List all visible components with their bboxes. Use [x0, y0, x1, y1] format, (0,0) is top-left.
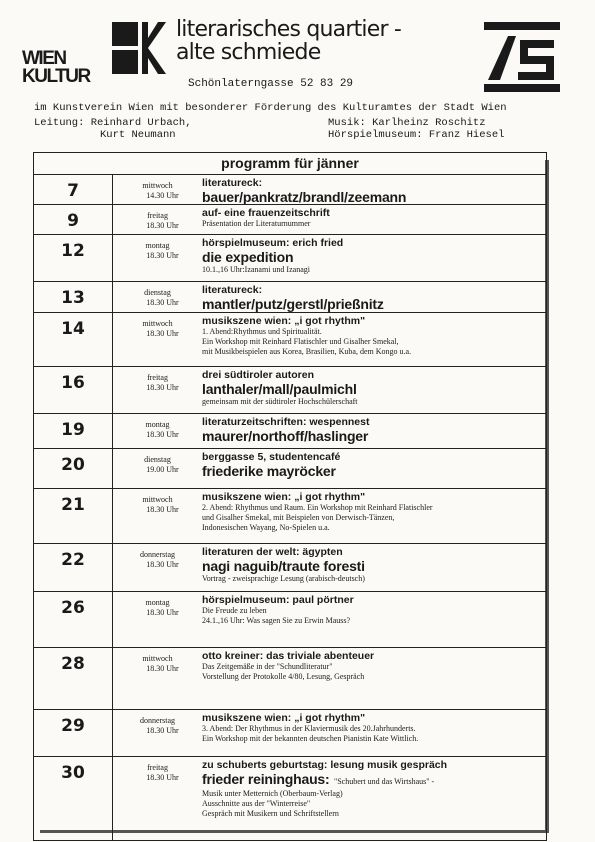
event-detail: und Gisalher Smekal, mit Beispielen von Derwisch-Tänzen, [202, 513, 395, 522]
event-heading: drei südtiroler autoren [202, 369, 315, 381]
event-heading: literatureck: [202, 284, 263, 296]
event-title: friederike mayröcker [202, 463, 336, 479]
event-description [202, 592, 546, 647]
event-detail: 10.1.,16 Uhr:Izanami und Izanagi [202, 265, 310, 274]
program-heading: programm für jänner [34, 153, 546, 175]
program-row [34, 205, 546, 235]
event-when [113, 175, 202, 204]
event-heading: literatureck: [202, 177, 263, 189]
event-detail: 2. Abend: Rhythmus und Raum. Ein Workshop mit Reinhard Flatischler [202, 503, 433, 512]
event-detail: 1. Abend:Rhythmus und Spiritualität. [202, 327, 322, 336]
event-weekday: montag [145, 241, 170, 250]
program-row [34, 414, 546, 449]
program-table [33, 152, 547, 841]
leadership-line-2: Kurt Neumann [100, 129, 176, 141]
program-row [34, 757, 546, 840]
event-when [113, 235, 202, 281]
event-weekday: donnerstag [139, 550, 176, 559]
event-time: 18.30 Uhr [146, 251, 179, 260]
event-when [113, 414, 202, 448]
event-title-line [202, 771, 542, 789]
event-weekday: mittwoch [142, 495, 173, 504]
event-description [202, 489, 546, 543]
event-time: 18.30 Uhr [146, 664, 179, 673]
event-weekday: donnerstag [139, 716, 176, 725]
event-description [202, 648, 546, 709]
event-detail: Ein Workshop mit der bekannten deutschen Pianistin Kate Wittlich. [202, 734, 419, 743]
event-title: mantler/putz/gerstl/prießnitz [202, 296, 384, 312]
event-when [113, 544, 202, 591]
event-time: 18.30 Uhr [146, 329, 179, 338]
event-weekday: dienstag [144, 288, 171, 297]
event-heading: literaturzeitschriften: wespennest [202, 416, 370, 428]
event-when [113, 449, 202, 488]
event-detail: 3. Abend: Der Rhythmus in der Klaviermusik des 20.Jahrhunderts. [202, 724, 416, 733]
program-row [34, 282, 546, 313]
event-weekday: freitag [147, 373, 168, 382]
event-description [202, 449, 546, 488]
event-heading: auf- eine frauenzeitschrift [202, 207, 330, 219]
event-time: 19.00 Uhr [146, 465, 179, 474]
event-when [113, 710, 202, 756]
event-detail: Präsentation der Literaturnummer [202, 219, 311, 228]
event-title: die expedition [202, 249, 294, 265]
event-time: 18.30 Uhr [146, 560, 179, 569]
event-day: 14 [34, 313, 113, 366]
event-time: 18.30 Uhr [146, 773, 179, 782]
hoerspielmuseum-credit: Hörspielmuseum: Franz Hiesel [328, 129, 505, 141]
event-day: 7 [34, 175, 113, 204]
program-row [34, 235, 546, 282]
program-row [34, 449, 546, 489]
event-day: 12 [34, 235, 113, 281]
event-detail: Musik unter Metternich (Oberbaum-Verlag) [202, 789, 343, 798]
event-day: 9 [34, 205, 113, 234]
program-row [34, 710, 546, 757]
program-row [34, 313, 546, 367]
event-description [202, 414, 546, 448]
event-weekday: freitag [147, 211, 168, 220]
event-detail: Indonesischen Wayang, No-Spielen u.a. [202, 523, 330, 532]
event-weekday: mittwoch [142, 181, 173, 190]
event-title: frieder reininghaus: [202, 771, 330, 787]
alte-schmiede-logo-icon [484, 22, 560, 92]
logo-wien-text: WIEN [22, 48, 66, 69]
event-heading: zu schuberts geburtstag: lesung musik gespräch [202, 759, 448, 771]
title-line-2: alte schmiede [176, 40, 321, 65]
header-title [176, 18, 401, 64]
event-detail: Die Freude zu leben [202, 606, 267, 615]
event-heading: musikszene wien: „i got rhythm" [202, 315, 366, 327]
program-row [34, 175, 546, 205]
event-day: 26 [34, 592, 113, 647]
event-day: 28 [34, 648, 113, 709]
event-day: 21 [34, 489, 113, 543]
wien-kultur-logo [22, 50, 114, 86]
event-when [113, 592, 202, 647]
event-weekday: mittwoch [142, 319, 173, 328]
event-heading: otto kreiner: das triviale abenteuer [202, 650, 375, 662]
event-time: 18.30 Uhr [146, 505, 179, 514]
event-day: 16 [34, 367, 113, 413]
logo-kultur-text: KULTUR [22, 66, 90, 87]
kultur-k-logo-icon [112, 22, 168, 74]
event-when [113, 757, 202, 840]
event-when [113, 205, 202, 234]
event-day: 19 [34, 414, 113, 448]
event-description [202, 282, 546, 312]
event-title: maurer/northoff/haslinger [202, 428, 369, 444]
program-row [34, 367, 546, 414]
intro-line: im Kunstverein Wien mit besonderer Förderung des Kulturamtes der Stadt Wien [34, 102, 507, 114]
event-detail: Vortrag - zweisprachige Lesung (arabisch-deutsch) [202, 574, 365, 583]
event-time: 18.30 Uhr [146, 298, 179, 307]
event-time: 18.30 Uhr [146, 221, 179, 230]
event-weekday: montag [145, 598, 170, 607]
event-day: 29 [34, 710, 113, 756]
event-when [113, 367, 202, 413]
event-day: 22 [34, 544, 113, 591]
event-day: 13 [34, 282, 113, 312]
event-weekday: dienstag [144, 455, 171, 464]
event-heading: musikszene wien: „i got rhythm" [202, 491, 366, 503]
event-description [202, 205, 546, 234]
program-row [34, 592, 546, 648]
event-time: 18.30 Uhr [146, 383, 179, 392]
event-title: nagi naguib/traute foresti [202, 558, 365, 574]
event-heading: musikszene wien: „i got rhythm" [202, 712, 366, 724]
event-weekday: montag [145, 420, 170, 429]
program-row [34, 489, 546, 544]
address: Schönlaterngasse 52 83 29 [188, 78, 354, 90]
event-description [202, 235, 546, 281]
event-day: 20 [34, 449, 113, 488]
event-detail: Das Zeitgemäße in der "Schundliteratur" [202, 662, 333, 671]
event-heading: literaturen der welt: ägypten [202, 546, 343, 558]
event-description [202, 175, 546, 204]
event-title-note: "Schubert und das Wirtshaus" - [333, 777, 435, 786]
event-heading: hörspielmuseum: erich fried [202, 237, 344, 249]
event-title: bauer/pankratz/brandl/zeemann [202, 189, 407, 204]
program-row [34, 648, 546, 710]
event-detail: gemeinsam mit der südtiroler Hochschülerschaft [202, 397, 358, 406]
event-heading: hörspielmuseum: paul pörtner [202, 594, 354, 606]
event-detail: 24.1.,16 Uhr: Was sagen Sie zu Erwin Mauss? [202, 616, 351, 625]
event-detail: mit Musikbeispielen aus Korea, Brasilien, Kuba, dem Kongo u.a. [202, 347, 412, 356]
program-row [34, 544, 546, 592]
event-detail: Gespräch mit Musikern und Schriftstellern [202, 809, 339, 818]
event-detail: Ein Workshop mit Reinhard Flatischler und Gisalher Smekal, [202, 337, 399, 346]
event-when [113, 313, 202, 366]
event-weekday: freitag [147, 763, 168, 772]
event-description [202, 313, 546, 366]
event-heading: berggasse 5, studentencafé [202, 451, 341, 463]
event-day: 30 [34, 757, 113, 840]
event-time: 18.30 Uhr [146, 430, 179, 439]
event-when [113, 282, 202, 312]
event-weekday: mittwoch [142, 654, 173, 663]
event-description [202, 544, 546, 591]
music-credit: Musik: Karlheinz Roschitz [328, 117, 486, 129]
event-when [113, 489, 202, 543]
event-title: lanthaler/mall/paulmichl [202, 381, 357, 397]
event-time: 14.30 Uhr [146, 191, 179, 200]
title-line-1: literarisches quartier - [176, 17, 402, 42]
event-description [202, 367, 546, 413]
event-time: 18.30 Uhr [146, 608, 179, 617]
event-detail: Ausschnitte aus der "Winterreise" [202, 799, 311, 808]
event-description [202, 710, 546, 756]
event-description [202, 757, 546, 840]
event-when [113, 648, 202, 709]
event-time: 18.30 Uhr [146, 726, 179, 735]
leadership-line-1: Leitung: Reinhard Urbach, [34, 117, 192, 129]
event-detail: Vorstellung der Protokolle 4/80, Lesung, Gespräch [202, 672, 365, 681]
